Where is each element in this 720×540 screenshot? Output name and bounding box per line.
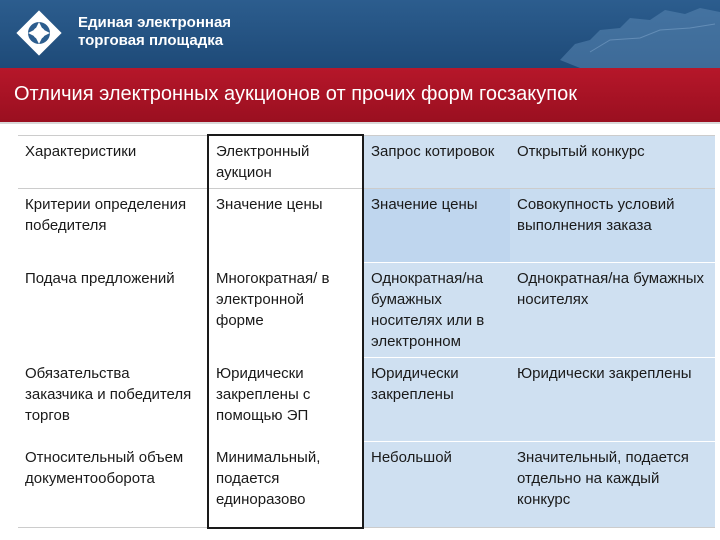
table-row	[18, 263, 715, 358]
russia-map-icon	[520, 0, 720, 68]
logo-line-2: торговая площадка	[78, 32, 224, 49]
table-cell: Значение цены	[208, 189, 363, 263]
table-row	[18, 442, 715, 528]
table-cell: Многократная/ в электронной форме	[208, 263, 363, 358]
table-row	[18, 189, 715, 263]
page-title: Отличия электронных аукционов от прочих форм госзакупок	[14, 83, 577, 105]
table-cell: Относительный объем документооборота	[18, 442, 208, 528]
table-cell: Обязательства заказчика и победителя торгов	[18, 358, 208, 442]
etp-logo-icon	[14, 8, 64, 58]
table-cell: Совокупность условий выполнения заказа	[510, 189, 715, 263]
title-bar	[0, 68, 720, 124]
table-cell: Однократная/на бумажных носителях	[510, 263, 715, 358]
table-cell: Подача предложений	[18, 263, 208, 358]
column-header: Электронный аукцион	[208, 135, 363, 189]
table-cell: Минимальный, подается единоразово	[208, 442, 363, 528]
table-cell: Юридически закреплены	[510, 358, 715, 442]
table-cell: Значительный, подается отдельно на каждый конкурс	[510, 442, 715, 528]
table-cell: Значение цены	[363, 189, 510, 263]
column-header: Запрос котировок	[363, 135, 510, 189]
table-header-row	[18, 135, 715, 189]
table-cell: Юридически закреплены	[363, 358, 510, 442]
comparison-table	[18, 134, 715, 529]
column-header: Характеристики	[18, 135, 208, 189]
table-cell: Критерии определения победителя	[18, 189, 208, 263]
table-row	[18, 358, 715, 442]
table-cell: Юридически закреплены с помощью ЭП	[208, 358, 363, 442]
table-cell	[363, 263, 510, 358]
logo-line-1: Единая электронная	[78, 14, 232, 31]
table-cell-text: Однократная/на бумажных носителях или в электронном	[371, 270, 485, 350]
table-cell: Небольшой	[363, 442, 510, 528]
logo-text	[78, 14, 231, 50]
column-header: Открытый конкурс	[510, 135, 715, 189]
site-header	[0, 0, 720, 68]
